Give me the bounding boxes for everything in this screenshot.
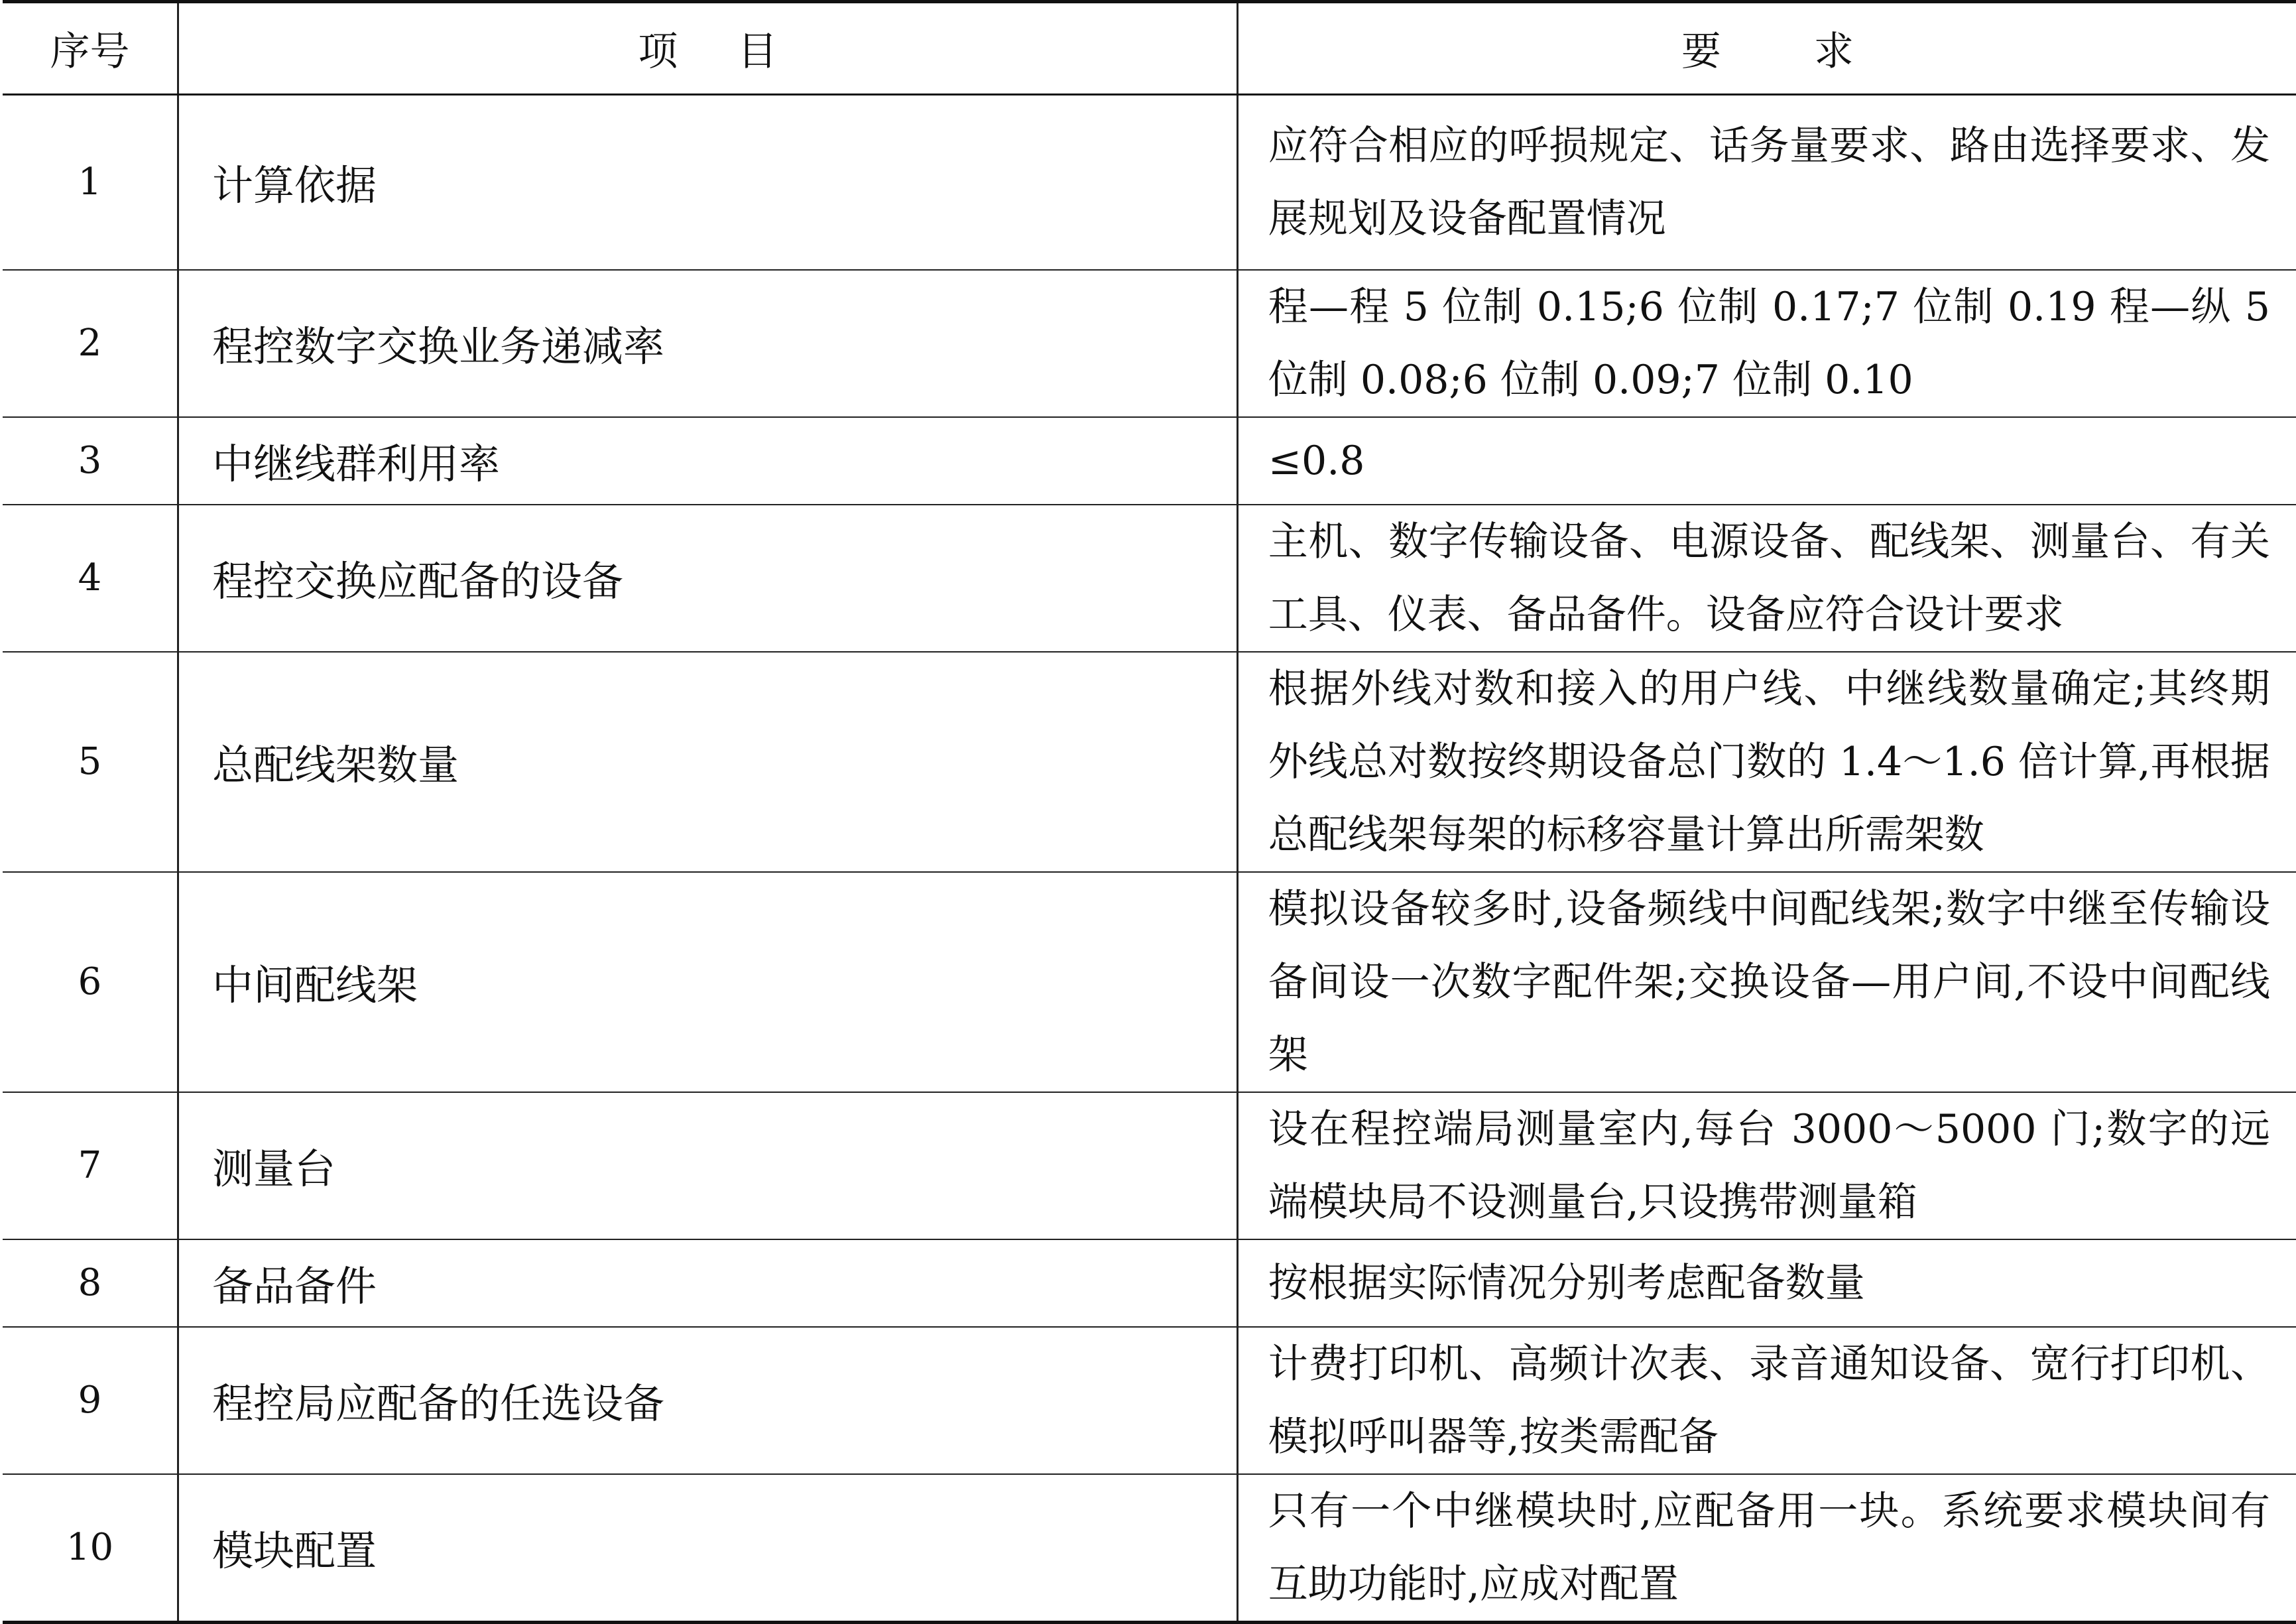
row-no: 1: [3, 95, 178, 270]
table-row: [3, 1092, 2296, 1239]
table-row: [3, 95, 2296, 270]
row-item: 程控交换应配备的设备: [178, 505, 1238, 652]
row-item: 计算依据: [178, 95, 1238, 270]
table-header-row: [3, 2, 2296, 95]
header-item-b: 目: [737, 29, 778, 75]
row-requirement: 设在程控端局测量室内,每台 3000～5000 门;数字的远端模块局不设测量台,只设携带测量箱: [1237, 1092, 2296, 1239]
row-requirement: 程—程 5 位制 0.15;6 位制 0.17;7 位制 0.19 程—纵 5 位制 0.08;6 位制 0.09;7 位制 0.10: [1237, 270, 2296, 417]
row-item: 程控局应配备的任选设备: [178, 1327, 1238, 1474]
table-row: [3, 1474, 2296, 1623]
row-item: 模块配置: [178, 1474, 1238, 1623]
row-item: 总配线架数量: [178, 652, 1238, 872]
row-no: 4: [3, 505, 178, 652]
header-requirement: [1237, 2, 2296, 95]
row-no: 6: [3, 872, 178, 1092]
row-requirement: 应符合相应的呼损规定、话务量要求、路由选择要求、发展规划及设备配置情况: [1237, 95, 2296, 270]
row-no: 10: [3, 1474, 178, 1623]
row-requirement: 计费打印机、高频计次表、录音通知设备、宽行打印机、模拟呼叫器等,按类需配备: [1237, 1327, 2296, 1474]
row-item: 中继线群利用率: [178, 417, 1238, 505]
row-no: 8: [3, 1239, 178, 1327]
row-requirement: 根据外线对数和接入的用户线、中继线数量确定;其终期外线总对数按终期设备总门数的 1.4～1.6 倍计算,再根据总配线架每架的标移容量计算出所需架数: [1237, 652, 2296, 872]
header-req-b: 求: [1813, 29, 1854, 75]
row-no: 9: [3, 1327, 178, 1474]
row-item: 备品备件: [178, 1239, 1238, 1327]
table-row: [3, 1327, 2296, 1474]
table-row: [3, 872, 2296, 1092]
row-no: 2: [3, 270, 178, 417]
row-item: 程控数字交换业务递减率: [178, 270, 1238, 417]
table-row: [3, 505, 2296, 652]
row-requirement: 模拟设备较多时,设备频线中间配线架;数字中继至传输设备间设一次数字配件架;交换设备—用户间,不设中间配线架: [1237, 872, 2296, 1092]
row-item: 测量台: [178, 1092, 1238, 1239]
row-requirement: 按根据实际情况分别考虑配备数量: [1237, 1239, 2296, 1327]
row-no: 3: [3, 417, 178, 505]
requirements-table: [3, 0, 2296, 1624]
row-no: 5: [3, 652, 178, 872]
row-no: 7: [3, 1092, 178, 1239]
row-requirement: 只有一个中继模块时,应配备用一块。系统要求模块间有互助功能时,应成对配置: [1237, 1474, 2296, 1623]
row-requirement: ≤0.8: [1237, 417, 2296, 505]
table-row: [3, 652, 2296, 872]
header-item: [178, 2, 1238, 95]
header-req-a: 要: [1681, 29, 1721, 75]
table-row: [3, 417, 2296, 505]
header-no: 序号: [3, 2, 178, 95]
row-requirement: 主机、数字传输设备、电源设备、配线架、测量台、有关工具、仪表、备品备件。设备应符合设计要求: [1237, 505, 2296, 652]
row-item: 中间配线架: [178, 872, 1238, 1092]
table-row: [3, 1239, 2296, 1327]
table-row: [3, 270, 2296, 417]
header-item-a: 项: [638, 29, 678, 75]
